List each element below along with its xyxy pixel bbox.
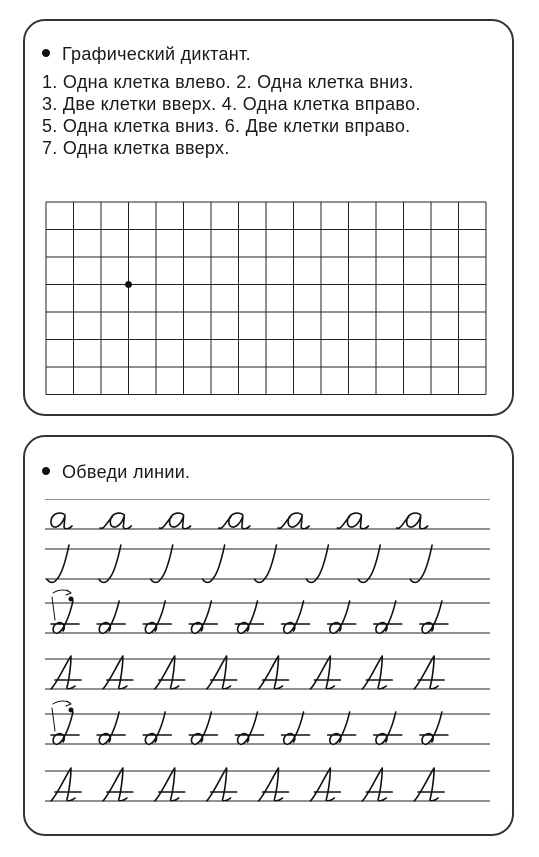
slanted-stroke — [203, 545, 225, 582]
letter-a-stroke — [51, 513, 72, 529]
slanted-stroke — [47, 545, 69, 582]
cursive-capital-a-stroke — [103, 656, 127, 689]
start-dot — [125, 281, 132, 288]
letter-a-stroke — [288, 513, 309, 529]
cursive-d-stroke — [53, 601, 73, 633]
letter-a-stroke — [347, 513, 368, 529]
start-dot-icon — [69, 597, 74, 602]
start-dot-icon — [69, 708, 74, 713]
cursive-d-stroke — [238, 712, 258, 744]
cursive-capital-a-stroke — [414, 768, 438, 801]
cursive-d-stroke — [145, 712, 165, 744]
instruction-line-3: 5. Одна клетка вниз. 6. Две клетки вправо. — [42, 116, 411, 136]
graphic-dictation-title — [42, 43, 251, 65]
cursive-d-stroke — [145, 601, 165, 633]
cursive-capital-a-stroke — [207, 656, 231, 689]
handwriting-practice-area — [45, 499, 500, 819]
cursive-capital-a-stroke — [103, 768, 127, 801]
cursive-d-stroke — [422, 601, 442, 633]
cursive-d-stroke — [238, 601, 258, 633]
letter-a-stroke — [229, 513, 250, 529]
cursive-d-stroke — [330, 601, 350, 633]
cursive-capital-a-stroke — [414, 656, 438, 689]
practice-row — [45, 545, 490, 582]
cursive-d-stroke — [99, 712, 119, 744]
cursive-d-stroke — [191, 712, 211, 744]
trace-lines-card — [23, 435, 514, 836]
cursive-capital-a-stroke — [155, 656, 179, 689]
practice-row — [45, 768, 490, 801]
cursive-capital-a-stroke — [259, 656, 283, 689]
cursive-d-stroke — [376, 712, 396, 744]
practice-row — [45, 656, 490, 689]
practice-row — [45, 701, 490, 744]
trace-lines-title — [42, 461, 190, 483]
instruction-line-2: 3. Две клетки вверх. 4. Одна клетка вправо. — [42, 94, 421, 114]
practice-row — [45, 499, 490, 529]
instruction-line-4: 7. Одна клетка вверх. — [42, 138, 230, 158]
cursive-d-stroke — [330, 712, 350, 744]
graphic-dictation-title-text: Графический диктант. — [62, 44, 251, 64]
letter-a-stroke — [110, 513, 131, 529]
slanted-stroke — [306, 545, 328, 582]
trace-lines-title-text: Обведи линии. — [62, 462, 191, 482]
slanted-stroke — [358, 545, 380, 582]
bullet-icon — [42, 467, 50, 475]
cursive-capital-a-stroke — [310, 656, 334, 689]
cursive-d-stroke — [284, 712, 304, 744]
cursive-capital-a-stroke — [362, 768, 386, 801]
dictation-grid — [45, 201, 495, 396]
bullet-icon — [42, 49, 50, 57]
cursive-capital-a-stroke — [207, 768, 231, 801]
down-arrow-icon — [52, 597, 55, 620]
slanted-stroke — [410, 545, 432, 582]
instruction-line-1: 1. Одна клетка влево. 2. Одна клетка вниз. — [42, 72, 414, 92]
cursive-d-stroke — [376, 601, 396, 633]
dictation-instructions — [42, 71, 421, 159]
cursive-capital-a-stroke — [51, 768, 75, 801]
practice-row — [45, 590, 490, 633]
slanted-stroke — [255, 545, 277, 582]
cursive-d-stroke — [99, 601, 119, 633]
cursive-d-stroke — [284, 601, 304, 633]
cursive-capital-a-stroke — [310, 768, 334, 801]
letter-a-stroke — [170, 513, 191, 529]
slanted-stroke — [151, 545, 173, 582]
letter-a-stroke — [407, 513, 428, 529]
cursive-capital-a-stroke — [51, 656, 75, 689]
cursive-capital-a-stroke — [155, 768, 179, 801]
cursive-d-stroke — [191, 601, 211, 633]
cursive-capital-a-stroke — [259, 768, 283, 801]
cursive-d-stroke — [53, 712, 73, 744]
graphic-dictation-card — [23, 19, 514, 416]
slanted-stroke — [99, 545, 121, 582]
down-arrow-icon — [52, 708, 55, 731]
cursive-capital-a-stroke — [362, 656, 386, 689]
cursive-d-stroke — [422, 712, 442, 744]
